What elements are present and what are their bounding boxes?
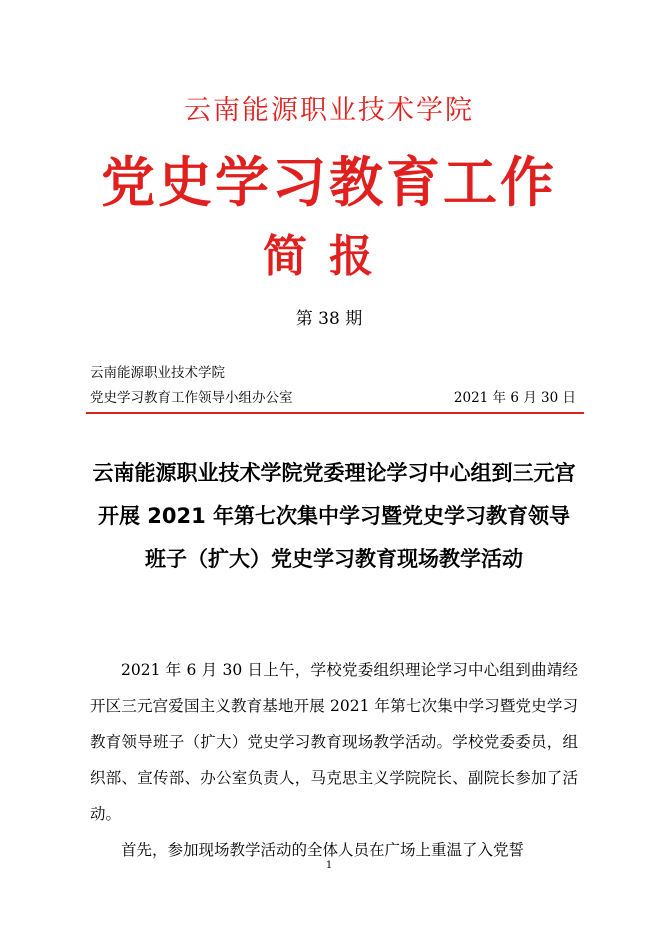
body-paragraph-1: 2021 年 6 月 30 日上午，学校党委组织理论学习中心组到曲靖经开区三元宫爱国主义教育基地开展 2021 年第七次集中学习暨党史学习教育领导班子（扩大）党史学习教育现场教学活动。学校党委委员，组织部、宣传部、办公室负责人，马克思主义学院院长、副院长参加了活动。 bbox=[90, 661, 578, 823]
masthead-subtitle: 简报 bbox=[263, 231, 395, 282]
article-body bbox=[90, 652, 578, 868]
red-divider-rule bbox=[86, 412, 584, 414]
page-number: 1 bbox=[325, 860, 333, 871]
issue-number: 第 38 期 bbox=[295, 309, 363, 329]
article-title: 云南能源职业技术学院党委理论学习中心组到三元宫开展 2021 年第七次集中学习暨党史学习教育领导班子（扩大）党史学习教育现场教学活动 bbox=[92, 461, 576, 571]
issue-date: 2021 年 6 月 30 日 bbox=[453, 390, 576, 406]
issuer-name: 云南能源职业技术学院 bbox=[90, 365, 225, 381]
issuer-office: 党史学习教育工作领导小组办公室 bbox=[90, 390, 293, 406]
issuer-line-2 bbox=[90, 386, 576, 406]
masthead-organization: 云南能源职业技术学院 bbox=[184, 95, 474, 126]
masthead-title: 党史学习教育工作 bbox=[101, 150, 557, 214]
issuer-line-1 bbox=[90, 361, 576, 381]
body-paragraph-2: 首先，参加现场教学活动的全体人员在广场上重温了入党誓 bbox=[121, 841, 525, 859]
